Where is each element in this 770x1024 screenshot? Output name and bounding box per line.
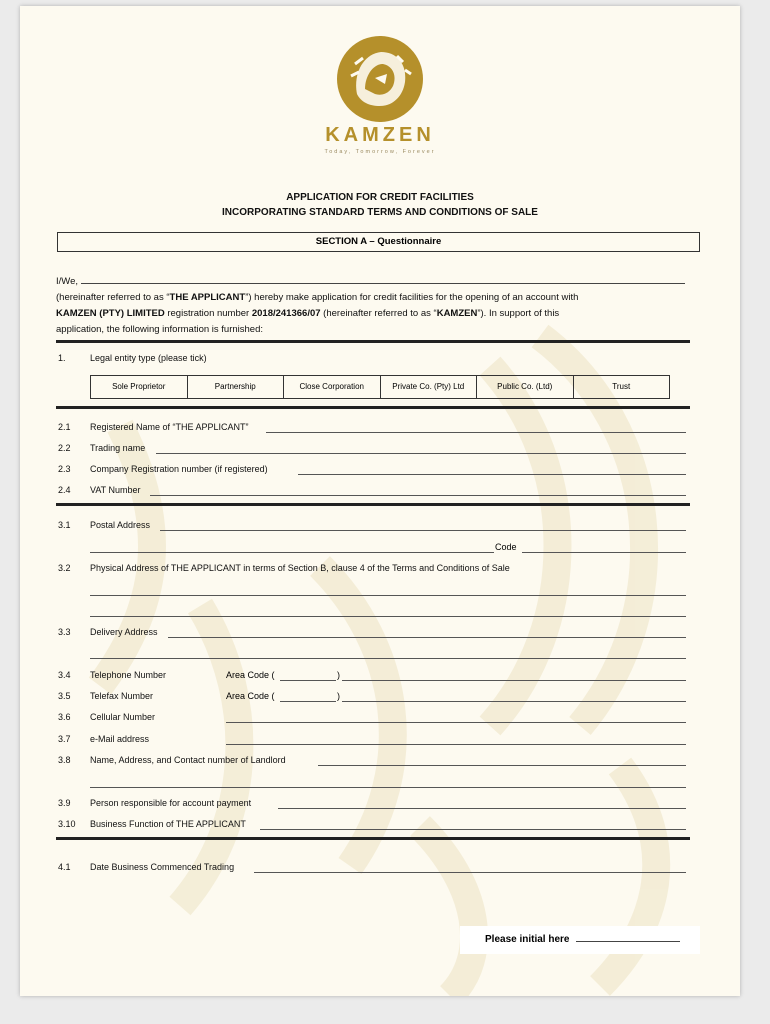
- document-page: [20, 6, 740, 996]
- brand-name: KAMZEN: [325, 124, 435, 146]
- landlord-field[interactable]: [318, 765, 686, 766]
- q3-2-number: 3.2: [58, 563, 71, 573]
- intro-text-4: (hereinafter referred to as “: [320, 308, 437, 319]
- q3-5-label: Telefax Number: [90, 691, 154, 701]
- intro-text-6: application, the following information is furnished:: [56, 324, 264, 335]
- q3-6-number: 3.6: [58, 712, 71, 722]
- kamzen-lion-logo: [335, 34, 425, 124]
- q3-1-label: Postal Address: [90, 520, 151, 530]
- q4-1-label: Date Business Commenced Trading: [90, 862, 235, 872]
- q2-3-label: Company Registration number (if registered): [90, 464, 268, 474]
- intro-paragraph: [56, 274, 698, 338]
- q2-1-label: Registered Name of “THE APPLICANT”: [90, 422, 249, 432]
- cellular-number-field[interactable]: [226, 722, 686, 723]
- business-function-field[interactable]: [260, 829, 686, 830]
- document-title-line2: INCORPORATING STANDARD TERMS AND CONDITIONS OF SALE: [222, 207, 538, 218]
- intro-kamzen: KAMZEN: [436, 308, 478, 319]
- document-title-line1: APPLICATION FOR CREDIT FACILITIES: [286, 192, 474, 203]
- registered-name-field[interactable]: [266, 432, 686, 433]
- q3-10-label: Business Function of THE APPLICANT: [90, 819, 246, 829]
- entity-option[interactable]: Private Co. (Pty) Ltd: [381, 376, 478, 398]
- section-divider: [56, 340, 690, 343]
- q3-9-label: Person responsible for account payment: [90, 798, 252, 808]
- entity-type-table: [90, 375, 670, 399]
- intro-company: KAMZEN (PTY) LIMITED: [56, 308, 165, 319]
- intro-regno: 2018/241366/07: [251, 308, 321, 319]
- intro-text-3: registration number: [164, 308, 252, 319]
- intro-text-1: (hereinafter referred to as “: [56, 292, 170, 303]
- company-reg-field[interactable]: [298, 474, 686, 475]
- q3-7-label: e-Mail address: [90, 734, 150, 744]
- q3-5-number: 3.5: [58, 691, 71, 701]
- q3-9-number: 3.9: [58, 798, 71, 808]
- postal-code-field[interactable]: [522, 552, 686, 553]
- q2-4-number: 2.4: [58, 485, 71, 495]
- date-commenced-field[interactable]: [254, 872, 686, 873]
- q3-6-label: Cellular Number: [90, 712, 156, 722]
- account-payer-field[interactable]: [278, 808, 686, 809]
- q3-3-number: 3.3: [58, 627, 71, 637]
- q1-label: Legal entity type (please tick): [90, 353, 207, 363]
- q1-number: 1.: [58, 353, 66, 363]
- q3-8-label: Name, Address, and Contact number of Landlord: [90, 755, 286, 765]
- email-field[interactable]: [226, 744, 686, 745]
- brand-tagline: Today, Tomorrow, Forever: [324, 149, 436, 155]
- section-a-heading: SECTION A – Questionnaire: [57, 232, 700, 252]
- q2-2-number: 2.2: [58, 443, 71, 453]
- physical-address-field-2[interactable]: [90, 616, 686, 617]
- landlord-field-2[interactable]: [90, 787, 686, 788]
- code-label: Code: [495, 542, 517, 552]
- physical-address-field[interactable]: [90, 595, 686, 596]
- q3-10-number: 3.10: [58, 819, 76, 829]
- telephone-area-label: Area Code (: [226, 670, 275, 680]
- section-divider: [56, 503, 690, 506]
- trading-name-field[interactable]: [156, 453, 686, 454]
- q3-4-number: 3.4: [58, 670, 71, 680]
- q2-3-number: 2.3: [58, 464, 71, 474]
- q3-2-label: Physical Address of THE APPLICANT in terms of Section B, clause 4 of the Terms and Conditions of Sale: [90, 563, 510, 573]
- postal-address-field-2[interactable]: [90, 552, 494, 553]
- entity-option[interactable]: Sole Proprietor: [91, 376, 188, 398]
- entity-option[interactable]: Close Corporation: [284, 376, 381, 398]
- q2-1-number: 2.1: [58, 422, 71, 432]
- intro-text-5: ”). In support of this: [477, 308, 560, 319]
- vat-number-field[interactable]: [150, 495, 686, 496]
- q3-3-label: Delivery Address: [90, 627, 158, 637]
- q3-7-number: 3.7: [58, 734, 71, 744]
- q2-4-label: VAT Number: [90, 485, 141, 495]
- q4-1-number: 4.1: [58, 862, 71, 872]
- intro-applicant: THE APPLICANT: [169, 292, 246, 303]
- q3-4-label: Telephone Number: [90, 670, 167, 680]
- initial-label: Please initial here: [485, 934, 570, 945]
- delivery-address-field[interactable]: [168, 637, 686, 638]
- telefax-area-label: Area Code (: [226, 691, 275, 701]
- iwe-label: I/We,: [56, 276, 78, 287]
- initial-field[interactable]: [576, 932, 680, 942]
- entity-option[interactable]: Public Co. (Ltd): [477, 376, 574, 398]
- telephone-number-field[interactable]: [342, 680, 686, 681]
- telephone-area-code-field[interactable]: [280, 680, 336, 681]
- telephone-area-close: ): [337, 670, 340, 680]
- q2-2-label: Trading name: [90, 443, 146, 453]
- postal-address-field[interactable]: [160, 530, 686, 531]
- q3-8-number: 3.8: [58, 755, 71, 765]
- applicant-name-field[interactable]: [81, 274, 685, 284]
- entity-option[interactable]: Trust: [612, 382, 631, 391]
- initial-box: [460, 926, 700, 954]
- entity-option[interactable]: Partnership: [188, 376, 285, 398]
- section-divider: [56, 406, 690, 409]
- section-divider: [56, 837, 690, 840]
- q3-1-number: 3.1: [58, 520, 71, 530]
- intro-text-2: ”) hereby make application for credit facilities for the opening of an account with: [245, 292, 579, 303]
- telefax-area-close: ): [337, 691, 340, 701]
- telefax-number-field[interactable]: [342, 701, 686, 702]
- telefax-area-code-field[interactable]: [280, 701, 336, 702]
- delivery-address-field-2[interactable]: [90, 658, 686, 659]
